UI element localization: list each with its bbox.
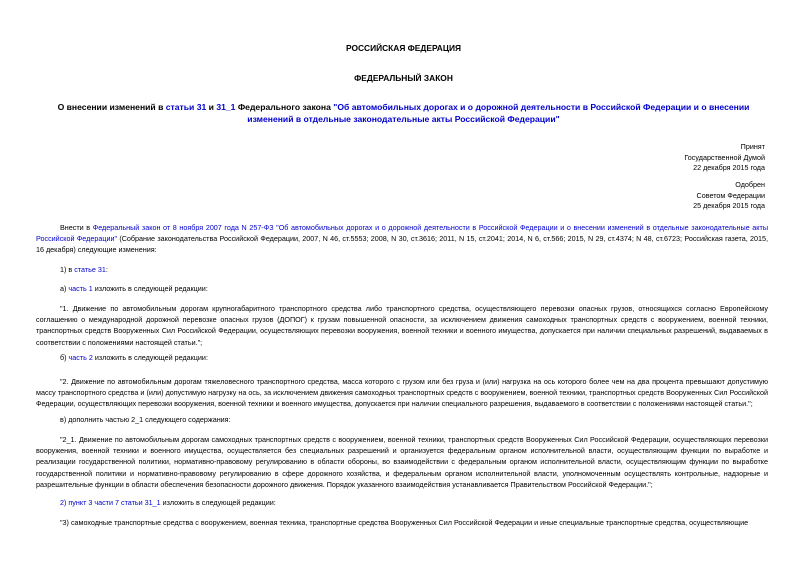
intro-text: (Собрание законодательства Российской Федерации, 2007, N 46, ст.5553; 2008, N 30, ст.3616; 2011, N 15, ст.2041; 2014, N 6, ст.566; 2015, N 29, ст.4374; N 48, ст.6723; Российская газета, 2015, 16 декабря) следующие изменения: (36, 234, 768, 255)
item-text: изложить в следующей редакции: (160, 498, 276, 507)
link-article-31-item[interactable]: статье 31 (74, 265, 106, 274)
intro-text: Внести в (60, 223, 93, 232)
country-heading: РОССИЙСКАЯ ФЕДЕРАЦИЯ (345, 43, 462, 53)
approved-body: Советом Федерации (696, 190, 765, 200)
link-part-2[interactable]: часть 2 (68, 353, 93, 362)
item-text: б) (60, 353, 69, 362)
title-text: Федерального закона (235, 102, 334, 112)
item-text: изложить в следующей редакции: (92, 284, 208, 293)
link-part-1[interactable]: часть 1 (68, 284, 93, 293)
link-article-31-1-part-7[interactable]: 2) пункт 3 части 7 статьи 31_1 (60, 498, 161, 507)
quote-part-1: "1. Движение по автомобильным дорогам крупногабаритного транспортного средства либо транспортного средства, осуществляющего перевозки опасных грузов, относящихся согласно Европейскому соглашению о международной дорожной перевозке опасных грузов (ДОПОГ) к грузам повышенной опасности, за исключением движения самоходных транспортных средств с вооружением, военной техники, транспортных средств Вооруженных Сил Российской Федерации, осуществляющих перевозки вооружения, военной техники и военного имущества, допускается при наличии специальных разрешений, выдаваемых в соответствии с положениями настоящей статьи."; (36, 304, 768, 347)
law-title (44, 101, 763, 125)
intro-paragraph (36, 222, 768, 256)
item-text: : (105, 265, 108, 274)
item-b (60, 352, 768, 363)
quote-part-2-1: "2_1. Движение по автомобильным дорогам самоходных транспортных средств с вооружением, военной техники, транспортных средств Вооруженных Сил Российской Федерации, осуществляющих перевозки вооружения, военной техники и военного имущества, осуществляется без специальных разрешений и организуется федеральным органом исполнительной власти, осуществляющим функции по выработке и реализации государственной политики, нормативно-правовому регулированию в области обороны, во взаимодействии с федеральным органом исполнительной власти, осуществляющим функции по выработке государственной политики и нормативно-правовому регулированию в сфере дорожного хозяйства, и федеральным органом исполнительной власти, уполномоченным осуществлять контрольные, надзорные и разрешительные функции в области обеспечения безопасности дорожного движения. Порядок указанного взаимодействия устанавливается Правительством Российской Федерации."; (36, 435, 768, 489)
adopted-block (565, 142, 765, 174)
item-text: изложить в следующей редакции: (92, 353, 208, 362)
item-text: 1) в (60, 265, 75, 274)
link-law-257[interactable]: Федеральный закон от 8 ноября 2007 года N 257-ФЗ "Об автомобильных дорогах и о дорожной деятельности в Российской Федерации и о внесении изменений в отдельные законодательные акты Российской Федерации" (36, 223, 768, 244)
item-1 (60, 264, 768, 275)
quote-part-2: "2. Движение по автомобильным дорогам тяжеловесного транспортного средства, масса которого с грузом или без груза и (или) нагрузка на ось которого более чем на два процента превышают допустимую массу транспортного средства и (или) допустимую нагрузку на ось, за исключением движения самоходных транспортных средств с вооружением, военной техники, транспортных средств Вооруженных Сил Российской Федерации, осуществляющих перевозки вооружения, военной техники и военного имущества, допускается при наличии специального разрешения, выдаваемого в соответствии с положениями настоящей статьи."; (36, 377, 768, 409)
adopted-body: Государственной Думой (684, 152, 765, 162)
item-text: а) (60, 284, 69, 293)
approved-label: Одобрен (735, 180, 765, 189)
link-federal-law[interactable]: "Об автомобильных дорогах и о дорожной деятельности в Российской Федерации и о внесении изменений в отдельные законодательные акты Российской Федерации" (247, 102, 750, 124)
item-a (60, 283, 768, 294)
doc-type-heading: ФЕДЕРАЛЬНЫЙ ЗАКОН (354, 73, 453, 83)
quote-item-3: "3) самоходные транспортные средства с вооружением, военная техника, транспортные средства Вооруженных Сил Российской Федерации и иные специальные транспортные средства, осуществляющие (60, 518, 749, 527)
approved-block (565, 180, 765, 212)
item-2 (60, 497, 768, 508)
title-text: О внесении изменений в (57, 102, 166, 112)
adopted-date: 22 декабря 2015 года (693, 163, 765, 172)
title-text: и (206, 102, 217, 112)
approved-date: 25 декабря 2015 года (693, 201, 765, 210)
adopted-label: Принят (740, 142, 765, 151)
link-article-31-1[interactable]: 31_1 (216, 102, 236, 112)
item-c: в) дополнить частью 2_1 следующего содержания: (60, 415, 231, 424)
link-article-31[interactable]: статьи 31 (165, 102, 207, 112)
